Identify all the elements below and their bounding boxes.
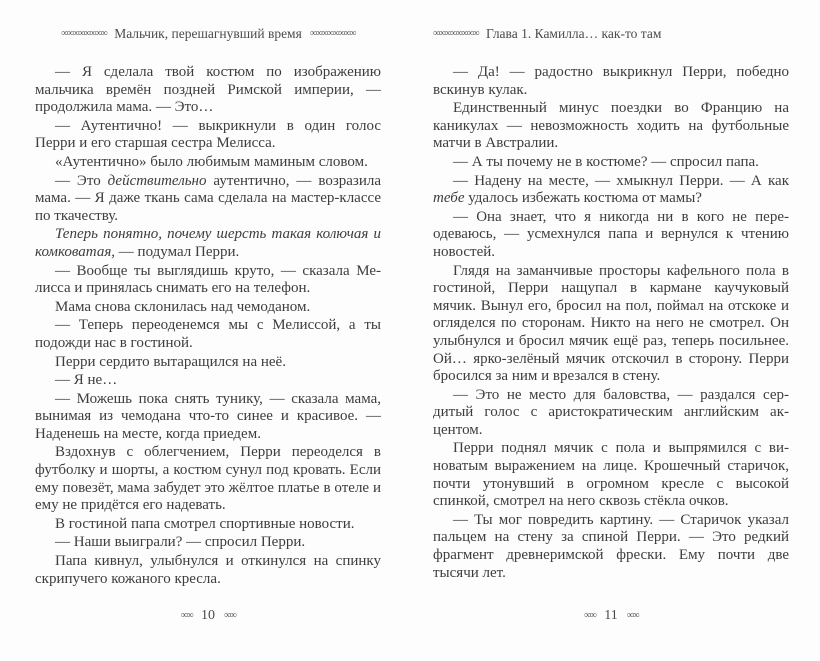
body-text: Перри поднял мячик с пола и выпрямился с виноватым выражением на лице. Крошечный старичок, почти утонувший в огромном кресле с высокой спинкой, смотрел на него сквозь стёкла очков. <box>433 440 789 510</box>
body-text: удалось избежать костюма от мамы? <box>464 190 702 207</box>
ornament-chain-icon: ∞∞ <box>583 609 596 621</box>
page-number-right: 11 <box>604 608 618 623</box>
body-text: — Она знает, что я никогда ни в кого не переодеваюсь, — усмехнулся папа и вернулся к чтению новостей. <box>433 208 789 260</box>
ornament-chain-icon: ∞∞∞∞∞∞∞∞ <box>309 27 355 39</box>
paragraph <box>433 512 789 582</box>
paragraph <box>35 391 381 444</box>
body-text: Мама снова склонилась над чемоданом. <box>55 298 311 315</box>
paragraph <box>433 64 789 99</box>
paragraph <box>35 173 381 226</box>
body-text: Глядя на заманчивые просторы кафельного пола в гостиной, Перри нащупал в кармане каучуковый мячик. Вынул его, бросил на пол, поймал на отскоке и огляделся по сторонам. Никто на него не смотрел. Он улыбнулся и бросил мячик ещё раз, теперь посильнее. Ой… ярко-зелёный мячик отскочил в сторону. Перри бросился за ним и врезался в стену. <box>433 262 789 385</box>
page-body-left <box>35 64 381 606</box>
paragraph <box>35 516 381 534</box>
italic-text: действительно <box>107 172 207 189</box>
body-text: — Вообще ты выглядишь круто, — сказала Мелисса и принялась снимать его на телефон. <box>35 262 381 297</box>
paragraph <box>35 64 381 117</box>
ornament-chain-icon: ∞∞ <box>180 609 192 621</box>
paragraph <box>433 263 789 386</box>
ornament-chain-icon: ∞∞∞∞∞∞∞∞ <box>61 27 107 39</box>
paragraph <box>35 154 381 172</box>
paragraph <box>35 226 381 261</box>
page-footer-left <box>35 608 381 624</box>
paragraph <box>433 154 789 172</box>
paragraph <box>35 553 381 588</box>
paragraph <box>433 100 789 153</box>
body-text: Папа кивнул, улыбнулся и откинулся на спинку скрипучего кожаного кресла. <box>35 553 381 587</box>
page-left <box>35 0 381 661</box>
body-text: — Я не… <box>55 372 118 389</box>
paragraph <box>35 317 381 352</box>
body-text: аутентично, — возразила мама. — Я даже ткань сама сделала на мастер-классе по ткачеству. <box>35 172 381 224</box>
running-header-right <box>433 26 789 42</box>
running-header-left <box>35 26 381 42</box>
paragraph <box>35 372 381 390</box>
paragraph <box>35 299 381 317</box>
ornament-chain-icon: ∞∞ <box>224 609 236 621</box>
body-text: Вздохнув с облегчением, Перри переоделся в футболку и шорты, а костюм сунул под кровать. Если ему повезёт, мама забудет это жёлтое платье в отеле и ему не придётся его надевать. <box>35 444 381 514</box>
body-text: — Теперь переоденемся мы с Мелиссой, а ты подожди нас в гостиной. <box>35 317 381 351</box>
body-text: — Это не место для баловства, — раздался сердитый голос с аристократическим английским акцентом. <box>433 386 789 438</box>
italic-text: Теперь понятно, почему шерсть такая колючая и комковатая, <box>35 226 381 260</box>
body-text: — Надену на месте, — хмыкнул Перри. — А как <box>453 172 789 189</box>
page-number-left: 10 <box>201 608 215 623</box>
body-text: Перри сердито вытаращился на неё. <box>55 353 286 370</box>
body-text: В гостиной папа смотрел спортивные новости. <box>55 515 355 532</box>
paragraph <box>35 354 381 372</box>
body-text: — подумал Перри. <box>115 243 240 260</box>
paragraph <box>433 387 789 440</box>
ornament-chain-icon: ∞∞ <box>626 609 638 621</box>
body-text: — Аутентично! — выкрикнули в один голос Перри и его старшая сестра Мелисса. <box>35 117 381 152</box>
body-text: Единственный минус поездки во Францию на каникулах — невозможность ходить на футбольные матчи в Австралии. <box>433 100 789 152</box>
italic-text: тебе <box>433 190 465 207</box>
body-text: — А ты почему не в костюме? — спросил папа. <box>453 153 759 170</box>
paragraph <box>35 534 381 552</box>
paragraph <box>35 118 381 153</box>
body-text: — Это <box>55 172 108 189</box>
page-body-right <box>433 64 789 606</box>
paragraph <box>35 263 381 298</box>
running-header-title-right: Глава 1. Камилла… как-то там <box>486 26 662 41</box>
body-text: — Наши выиграли? — спросил Перри. <box>55 534 306 551</box>
paragraph <box>433 173 789 208</box>
running-header-title-left: Мальчик, перешагнувший время <box>114 26 302 41</box>
body-text: «Аутентично» было любимым маминым словом. <box>55 153 368 170</box>
paragraph <box>35 444 381 514</box>
page-right <box>433 0 789 661</box>
body-text: — Ты мог повредить картину. — Старичок указал пальцем на стену за спиной Перри. — Это редкий фрагмент древнеримской фрески. Ему почти две тысячи лет. <box>433 511 789 581</box>
paragraph <box>433 440 789 510</box>
page-footer-right <box>433 608 789 624</box>
body-text: — Я сделала твой костюм по изображению мальчика времён поздней Римской империи, — продолжила мама. — Это… <box>35 64 381 116</box>
ornament-chain-icon: ∞∞∞∞∞∞∞∞ <box>433 27 479 39</box>
body-text: — Можешь пока снять тунику, — сказала мама, вынимая из чемодана что-то синее и красивое. — Наденешь на месте, когда приедем. <box>35 390 381 442</box>
paragraph <box>433 209 789 262</box>
body-text: — Да! — радостно выкрикнул Перри, победно вскинув кулак. <box>433 64 789 98</box>
